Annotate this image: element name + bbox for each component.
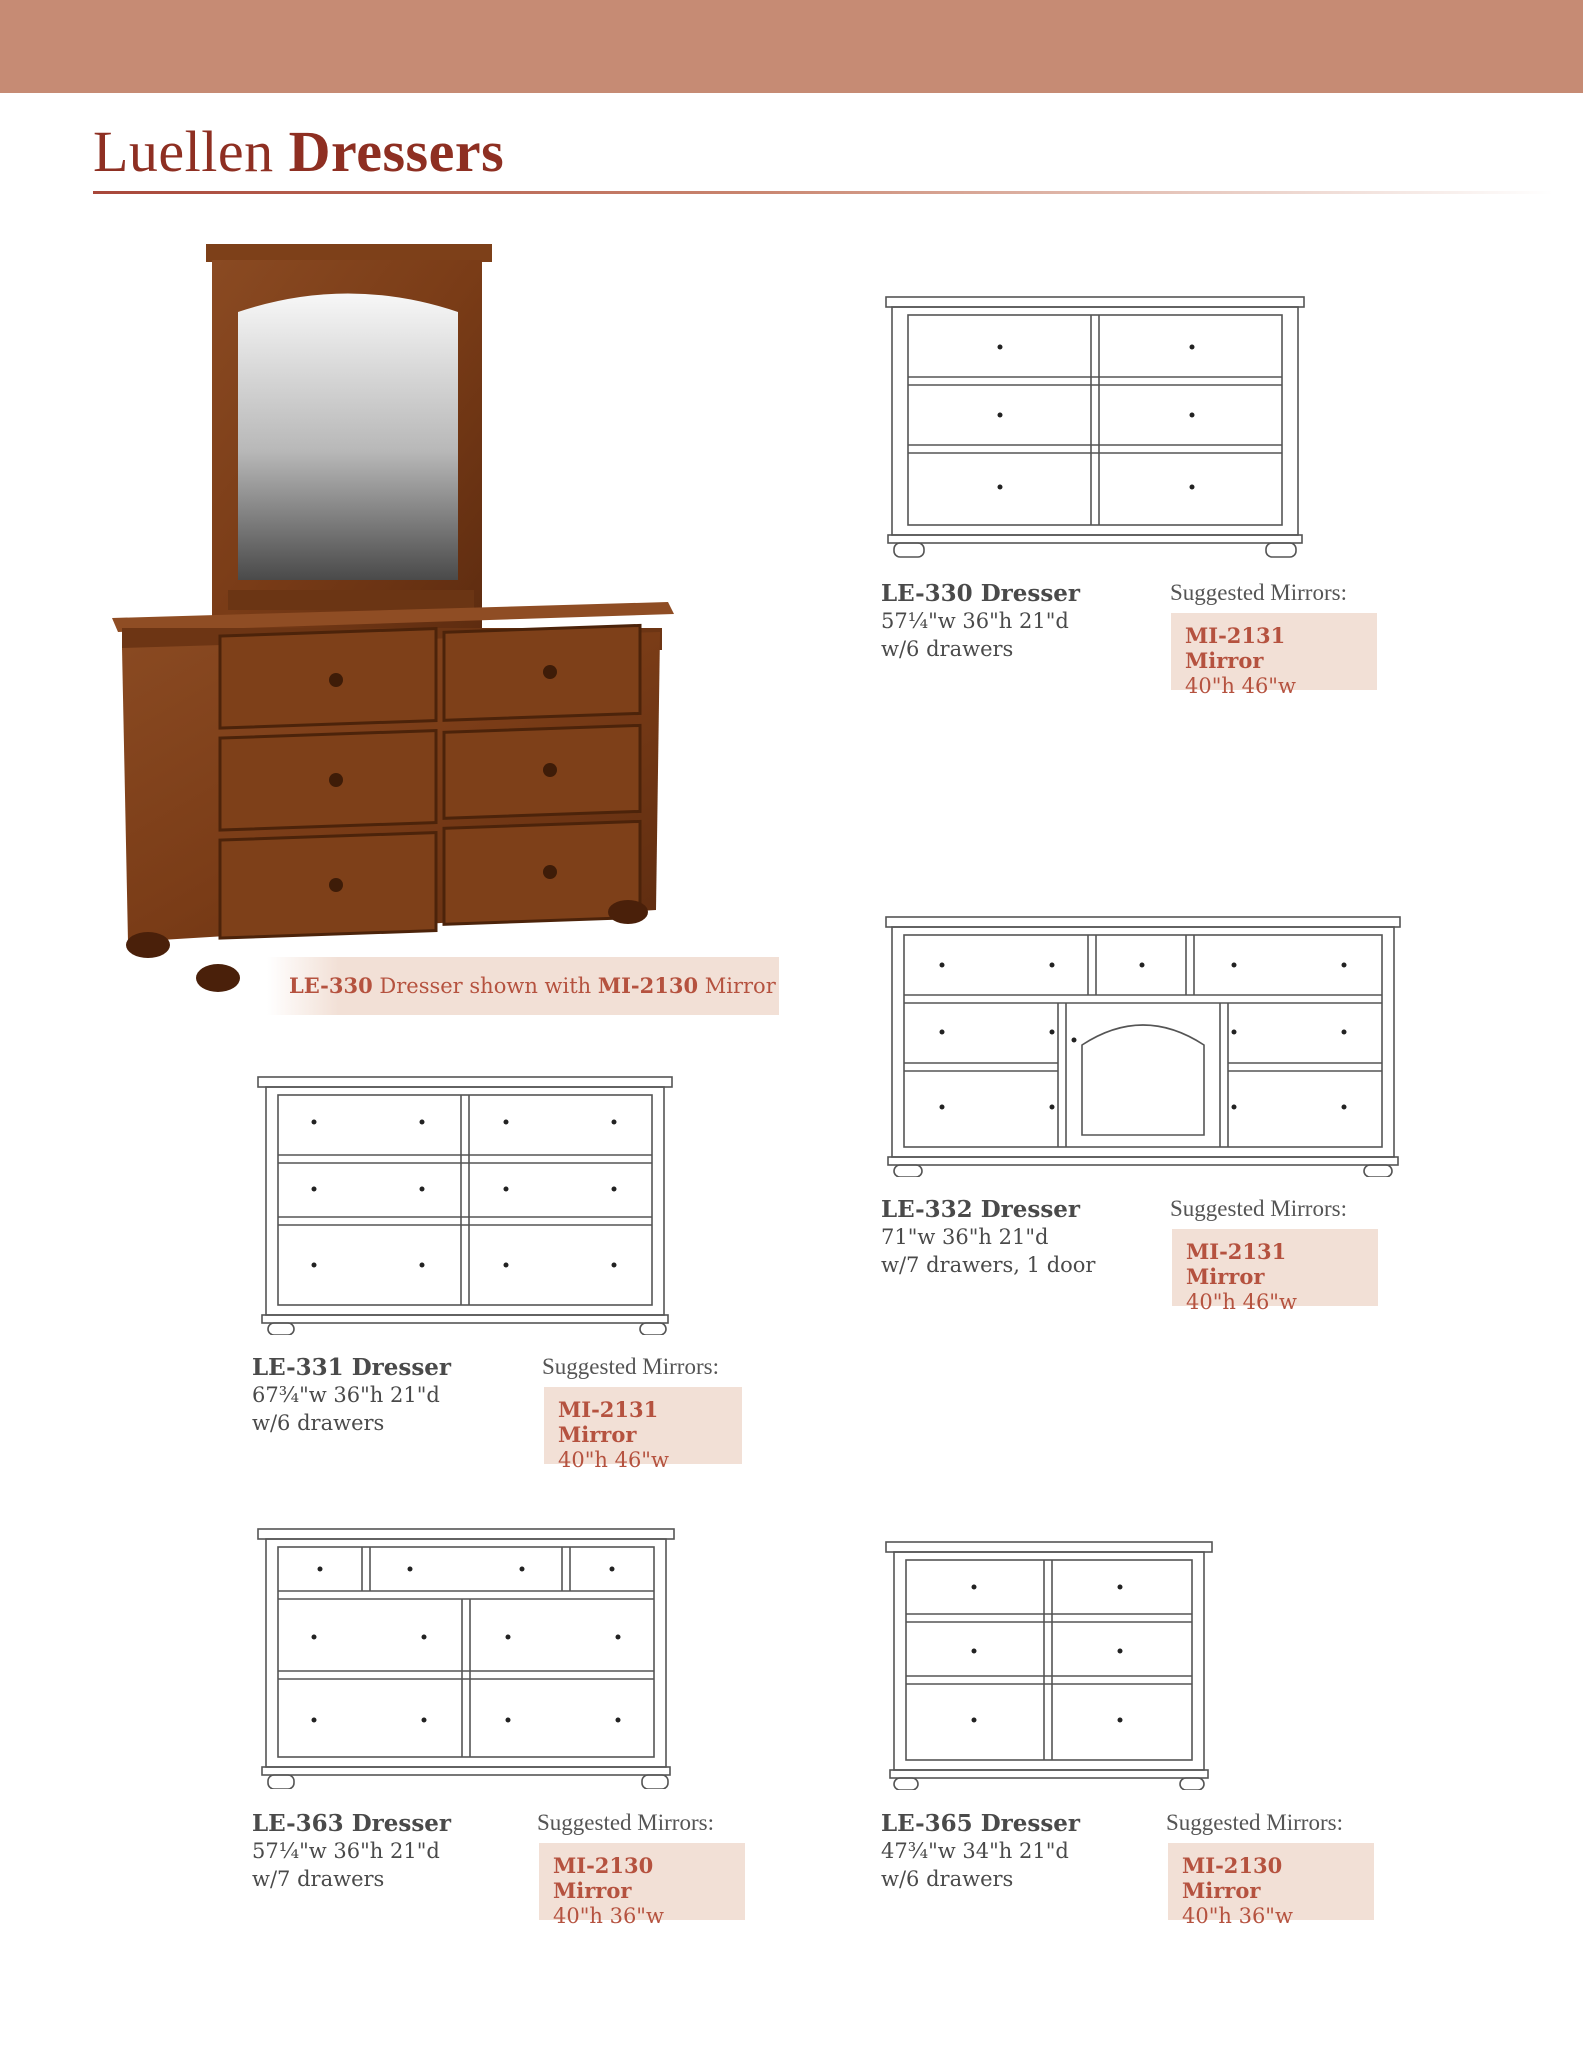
le-331-spec xyxy=(252,1354,451,1437)
le-330-drawing xyxy=(884,295,1308,560)
mirror-dimensions: 40"h 46"w xyxy=(1185,674,1296,698)
mirror-dimensions: 40"h 46"w xyxy=(1186,1290,1297,1314)
suggested-mirror-box xyxy=(1168,1843,1374,1928)
dresser-with-mirror-photo xyxy=(108,240,678,1010)
mirror-name: MI-2131 Mirror xyxy=(558,1397,659,1447)
product-description: w/6 drawers xyxy=(252,1411,385,1435)
photo-caption: LE-330 Dresser shown with MI-2130 Mirror xyxy=(267,957,779,1015)
suggested-mirror-box xyxy=(539,1843,745,1928)
suggested-mirror-box xyxy=(1172,1229,1378,1314)
le-331-drawing xyxy=(256,1075,674,1335)
mirror-name: MI-2130 Mirror xyxy=(553,1853,654,1903)
product-dimensions: 57¼"w 36"h 21"d xyxy=(252,1839,440,1863)
product-name: LE-363 Dresser xyxy=(252,1810,452,1837)
product-name: LE-331 Dresser xyxy=(252,1354,452,1381)
le-363-drawing xyxy=(256,1527,676,1789)
title-divider xyxy=(93,191,1553,194)
page-title: Luellen Dressers xyxy=(93,119,505,184)
le-332-drawing xyxy=(884,915,1402,1177)
le-332-spec xyxy=(881,1196,1095,1279)
product-dimensions: 57¼"w 36"h 21"d xyxy=(881,609,1069,633)
le-330-spec xyxy=(881,580,1080,663)
mirror-name: MI-2131 Mirror xyxy=(1186,1239,1287,1289)
suggested-mirrors-label: Suggested Mirrors: xyxy=(1166,1810,1343,1835)
mirror-dimensions: 40"h 36"w xyxy=(553,1904,664,1928)
suggested-mirrors-label: Suggested Mirrors: xyxy=(1170,1196,1347,1221)
product-name: LE-365 Dresser xyxy=(881,1810,1081,1837)
suggested-mirrors-label: Suggested Mirrors: xyxy=(1170,580,1347,605)
suggested-mirror-box xyxy=(544,1387,742,1472)
product-description: w/7 drawers xyxy=(252,1867,385,1891)
product-name: LE-330 Dresser xyxy=(881,580,1081,607)
suggested-mirrors-label: Suggested Mirrors: xyxy=(542,1354,719,1379)
product-dimensions: 47¾"w 34"h 21"d xyxy=(881,1839,1069,1863)
suggested-mirrors-label: Suggested Mirrors: xyxy=(537,1810,714,1835)
header-band xyxy=(0,0,1583,93)
le-363-spec xyxy=(252,1810,451,1893)
mirror-dimensions: 40"h 46"w xyxy=(558,1448,669,1472)
le-365-drawing xyxy=(884,1540,1214,1790)
product-description: w/6 drawers xyxy=(881,637,1014,661)
product-dimensions: 71"w 36"h 21"d xyxy=(881,1225,1049,1249)
product-description: w/6 drawers xyxy=(881,1867,1014,1891)
mirror-dimensions: 40"h 36"w xyxy=(1182,1904,1293,1928)
mirror-name: MI-2131 Mirror xyxy=(1185,623,1286,673)
suggested-mirror-box xyxy=(1171,613,1377,698)
product-dimensions: 67¾"w 36"h 21"d xyxy=(252,1383,440,1407)
le-365-spec xyxy=(881,1810,1080,1893)
product-description: w/7 drawers, 1 door xyxy=(881,1253,1096,1277)
mirror-name: MI-2130 Mirror xyxy=(1182,1853,1283,1903)
product-name: LE-332 Dresser xyxy=(881,1196,1081,1223)
